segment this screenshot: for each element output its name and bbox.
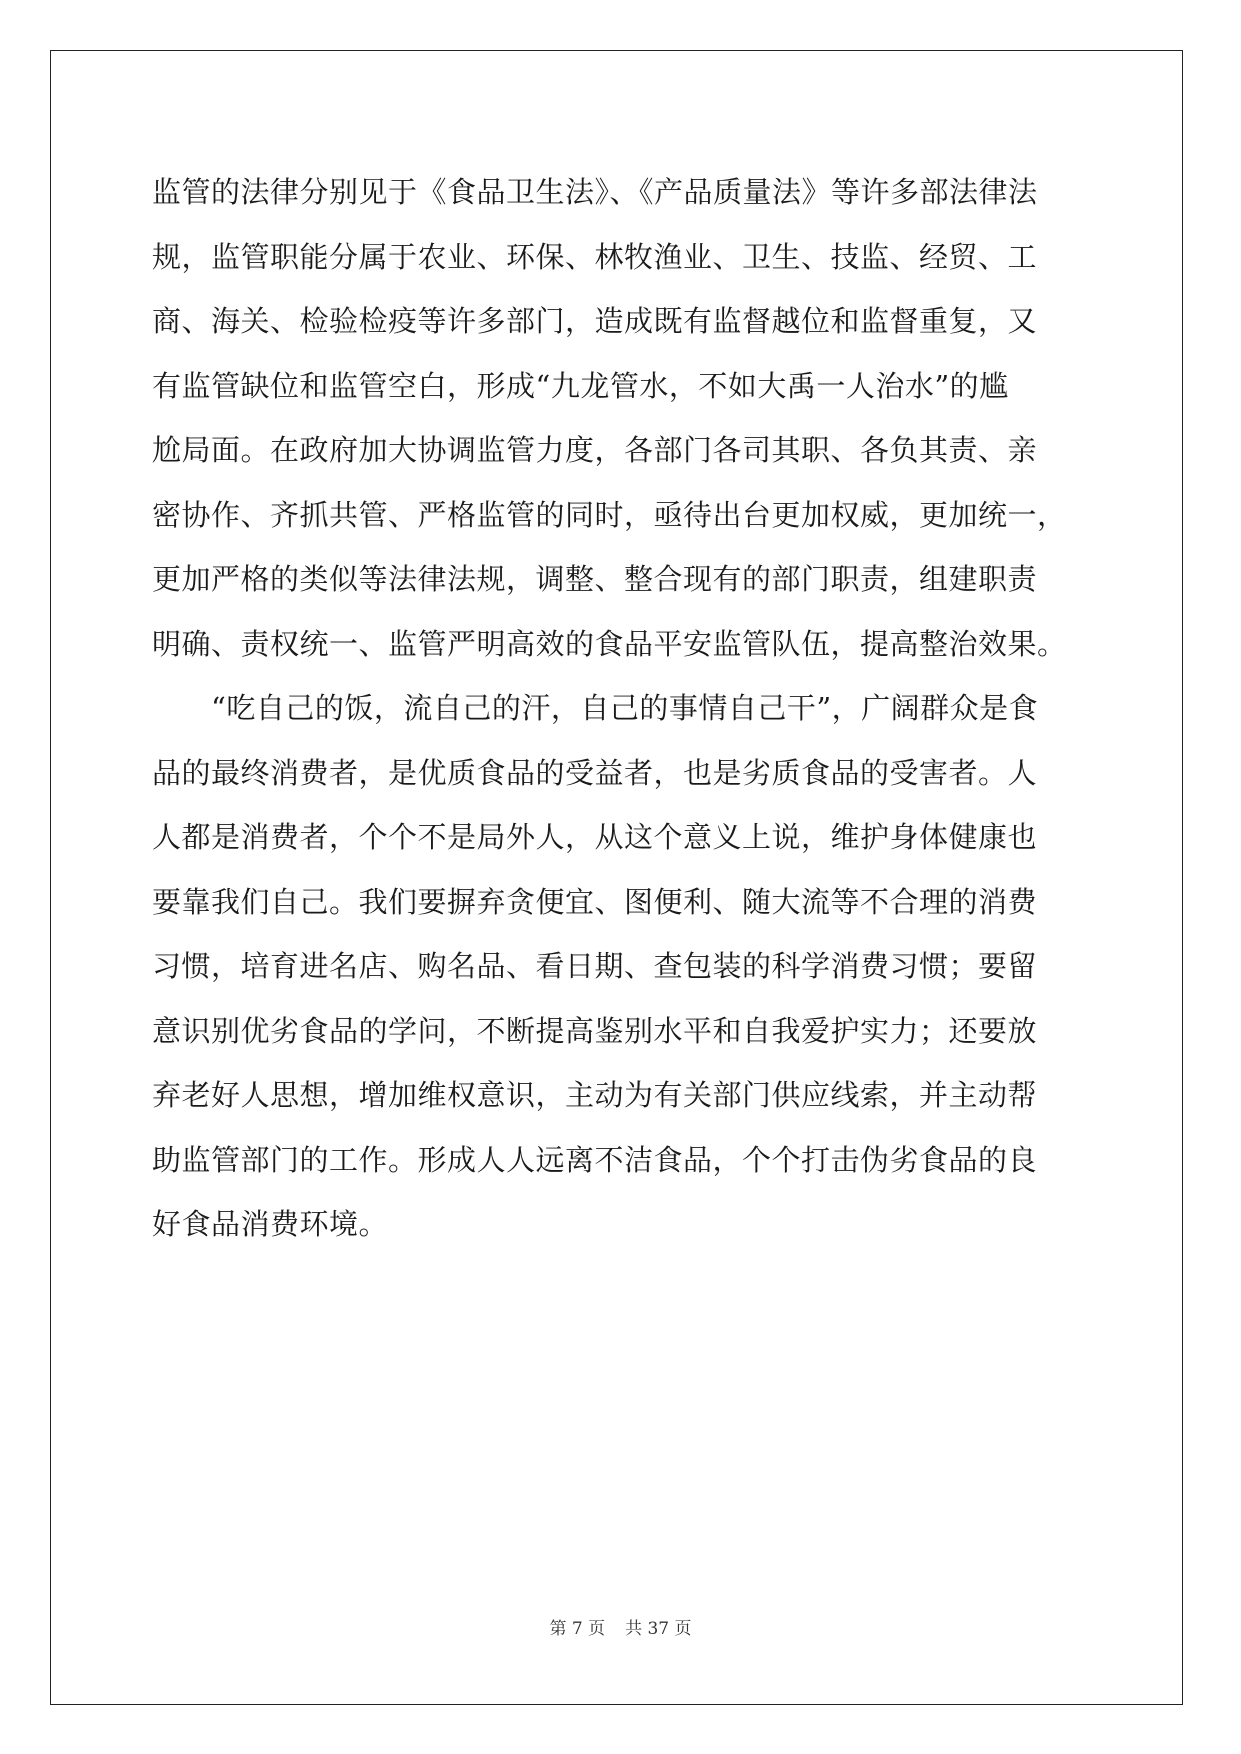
text-line: 尬局面。在政府加大协调监管力度，各部门各司其职、各负其责、亲 xyxy=(152,433,1038,467)
page-count: 共 37 页 xyxy=(625,1619,692,1639)
page-footer xyxy=(0,1618,1241,1640)
text-line: 助监管部门的工作。形成人人远离不洁食品，个个打击伪劣食品的良 xyxy=(152,1142,1038,1177)
text-line: 有监管缺位和监管空白，形成“九龙管水，不如大禹一人治水”的尴 xyxy=(152,368,1009,403)
text-line: 习惯，培育进名店、购名品、看日期、查包装的科学消费习惯；要留 xyxy=(152,949,1038,983)
text-line: 商、海关、检验检疫等许多部门，造成既有监督越位和监督重复，又 xyxy=(152,304,1038,338)
text-line: 明确、责权统一、监管严明高效的食品平安监管队伍，提高整治效果。 xyxy=(152,626,1067,661)
text-line: 意识别优劣食品的学问，不断提高鉴别水平和自我爱护实力；还要放 xyxy=(152,1013,1038,1048)
text-line: 品的最终消费者，是优质食品的受益者，也是劣质食品的受害者。人 xyxy=(152,755,1038,790)
text-line: “吃自己的饭，流自己的汗，自己的事情自己干”，广阔群众是食 xyxy=(152,691,1039,725)
text-line: 好食品消费环境。 xyxy=(152,1207,389,1241)
page-number: 第 7 页 xyxy=(549,1619,606,1639)
text-line: 规，监管职能分属于农业、环保、林牧渔业、卫生、技监、经贸、工 xyxy=(152,239,1038,274)
text-line: 更加严格的类似等法律法规，调整、整合现有的部门职责，组建职责 xyxy=(152,562,1038,596)
text-line: 密协作、齐抓共管、严格监管的同时，亟待出台更加权威，更加统一， xyxy=(152,497,1067,532)
text-line: 要靠我们自己。我们要摒弃贪便宜、图便利、随大流等不合理的消费 xyxy=(152,884,1038,919)
text-line: 弃老好人思想，增加维权意识，主动为有关部门供应线索，并主动帮 xyxy=(152,1078,1038,1112)
text-line: 监管的法律分别见于《食品卫生法》、《产品质量法》等许多部法律法 xyxy=(152,175,1038,209)
text-line: 人都是消费者，个个不是局外人，从这个意义上说，维护身体健康也 xyxy=(152,820,1038,854)
document-body xyxy=(152,160,1092,1257)
